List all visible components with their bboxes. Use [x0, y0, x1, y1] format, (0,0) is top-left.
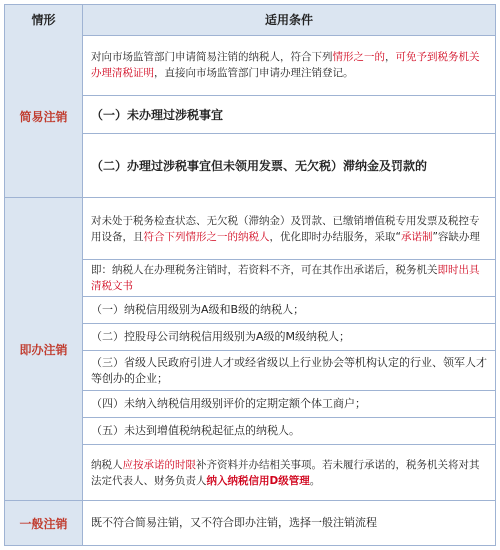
text-segment: 。 — [309, 474, 321, 487]
instant-note — [83, 260, 495, 297]
text-segment: 补齐资料并办结相关事项。若未履行承诺的，税务机关将对其法定代表人、财务负责人 — [91, 458, 480, 487]
text-segment: 情形之一的 — [332, 51, 385, 63]
text-segment: ， — [385, 51, 396, 63]
instant-item-1: （一）纳税信用级别为A级和B级的纳税人； — [83, 297, 495, 324]
instant-intro — [83, 198, 495, 260]
category-instant-cancellation: 即办注销 — [5, 198, 83, 501]
text-segment: 可免予到税务机关办理清税证明 — [91, 51, 480, 79]
text-segment: ”容缺办理 — [432, 230, 480, 243]
text-segment: 对向市场监管部门申请简易注销的纳税人，符合下列 — [91, 51, 333, 63]
instant-footer — [83, 445, 495, 501]
instant-note-text — [91, 262, 487, 294]
header-conditions: 适用条件 — [264, 13, 313, 27]
text-segment: 即：纳税人在办理税务注销时，若资料不齐，可在其作出承诺后，税务机关 — [91, 264, 438, 276]
table-header — [5, 5, 495, 36]
instant-item-3: （三）省级人民政府引进人才或经省级以上行业协会等机构认定的行业、领军人才等创办的企业； — [83, 351, 495, 391]
cancellation-conditions-table — [4, 4, 496, 546]
text-segment: 应按承诺的时限 — [122, 458, 196, 471]
instant-footer-text — [91, 457, 487, 489]
text-segment: 对未处于税务检查状态、无欠税（滞纳金）及罚款、已缴销增值税专用发票及税控专用设备，且 — [91, 214, 480, 243]
simple-intro — [83, 35, 495, 96]
simple-intro-text — [91, 49, 487, 81]
text-segment: 即时出具清税文书 — [91, 264, 480, 292]
text-segment: 符合下列情形之一的纳税人 — [143, 230, 270, 243]
header-situation: 情形 — [5, 5, 83, 35]
text-segment: 承诺制 — [400, 230, 433, 243]
instant-intro-text — [91, 213, 487, 245]
text-segment: 纳税人 — [91, 458, 123, 471]
simple-item-2: （二）办理过涉税事宜但未领用发票、无欠税）滞纳金及罚款的 — [83, 134, 495, 198]
category-general-cancellation: 一般注销 — [5, 501, 83, 545]
text-segment: ，优化即时办结服务，采取“ — [269, 230, 401, 243]
instant-item-5: （五）未达到增值税纳税起征点的纳税人。 — [83, 418, 495, 445]
text-segment: ，直接向市场监管部门申请办理注销登记。 — [154, 67, 354, 79]
instant-item-4: （四）未纳入纳税信用级别评价的定期定额个体工商户； — [83, 391, 495, 418]
text-segment: 纳入纳税信用D级管理 — [206, 474, 310, 487]
instant-item-2: （二）控股母公司纳税信用级别为A级的M级纳税人； — [83, 324, 495, 351]
category-simple-cancellation: 简易注销 — [5, 35, 83, 198]
simple-item-1: （一）未办理过涉税事宜 — [83, 96, 495, 134]
general-text: 既不符合简易注销，又不符合即办注销，选择一般注销流程 — [91, 516, 377, 529]
